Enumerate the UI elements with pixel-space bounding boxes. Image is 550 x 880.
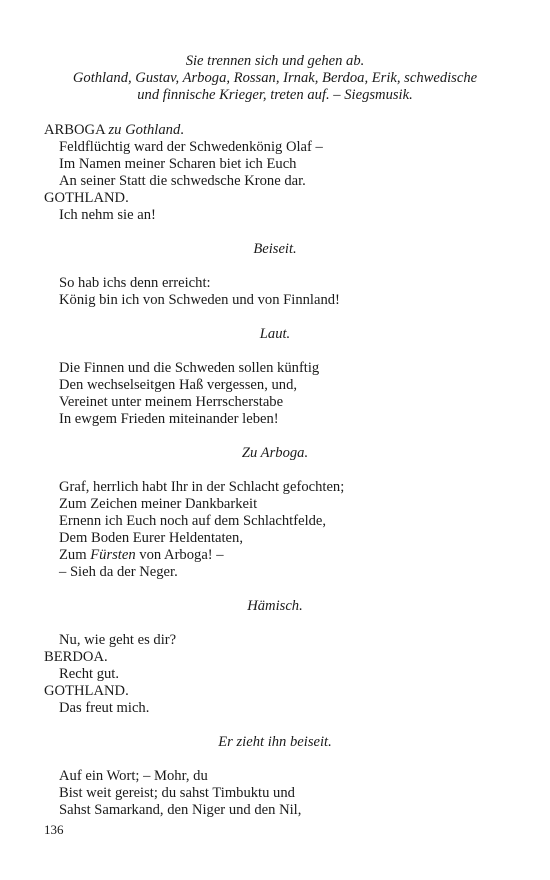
stage-direction: Laut.: [259, 326, 291, 342]
verse-line: Dem Boden Eurer Heldentaten,: [59, 530, 243, 546]
verse-line: An seiner Statt die schwedsche Krone dar.: [59, 173, 306, 189]
stage-direction: Beiseit.: [253, 241, 297, 257]
stage-direction: Sie trennen sich und gehen ab.: [185, 53, 365, 69]
page-number: 136: [44, 822, 64, 837]
verse-line: [59, 546, 224, 564]
verse-line: – Sieh da der Neger.: [59, 564, 178, 580]
verse-line: Den wechselseitgen Haß vergessen, und,: [59, 377, 298, 393]
verse-line: In ewgem Frieden miteinander leben!: [59, 411, 279, 427]
verse-line: So hab ichs denn erreicht:: [59, 275, 211, 291]
speaker-name: GOTHLAND.: [44, 683, 129, 699]
speaker-name: GOTHLAND.: [44, 190, 129, 206]
speaker-name: BERDOA.: [44, 649, 108, 665]
stage-direction: und finnische Krieger, treten auf. – Siegsmusik.: [137, 87, 413, 103]
verse-line: Sahst Samarkand, den Niger und den Nil,: [59, 802, 302, 818]
verse-line: Das freut mich.: [59, 700, 150, 716]
stage-direction: Er zieht ihn beiseit.: [218, 734, 332, 750]
verse-line: Recht gut.: [59, 666, 119, 682]
verse-line: Im Namen meiner Scharen biet ich Euch: [59, 156, 297, 172]
stage-direction: Gothland, Gustav, Arboga, Rossan, Irnak, Berdoa, Erik, schwedische: [72, 70, 478, 86]
verse-word: von Arboga! –: [139, 547, 224, 563]
verse-line: Nu, wie geht es dir?: [59, 632, 177, 648]
speaker-direction: zu Gothland: [108, 122, 181, 138]
verse-line: Die Finnen und die Schweden sollen künftig: [59, 360, 320, 376]
verse-line: Auf ein Wort; – Mohr, du: [59, 768, 208, 784]
speaker-line: ARBOGA zu Gothland.: [44, 122, 184, 138]
verse-line: Vereinet unter meinem Herrscherstabe: [59, 394, 284, 410]
verse-line: Bist weit gereist; du sahst Timbuktu und: [59, 785, 295, 801]
stage-direction: Hämisch.: [247, 598, 303, 614]
stage-direction: Zu Arboga.: [241, 445, 309, 461]
verse-word: Zum: [59, 547, 87, 563]
speaker-name: ARBOGA: [44, 122, 105, 138]
verse-line: Zum Zeichen meiner Dankbarkeit: [59, 496, 258, 512]
verse-line: Feldflüchtig ward der Schwedenkönig Olaf –: [59, 139, 323, 155]
verse-line: Ernenn ich Euch noch auf dem Schlachtfelde,: [59, 513, 327, 529]
emphasized-word: Fürsten: [90, 547, 136, 563]
verse-line: Graf, herrlich habt Ihr in der Schlacht gefochten;: [59, 479, 345, 495]
verse-line: König bin ich von Schweden und von Finnland!: [59, 292, 340, 308]
verse-line: Ich nehm sie an!: [59, 207, 156, 223]
